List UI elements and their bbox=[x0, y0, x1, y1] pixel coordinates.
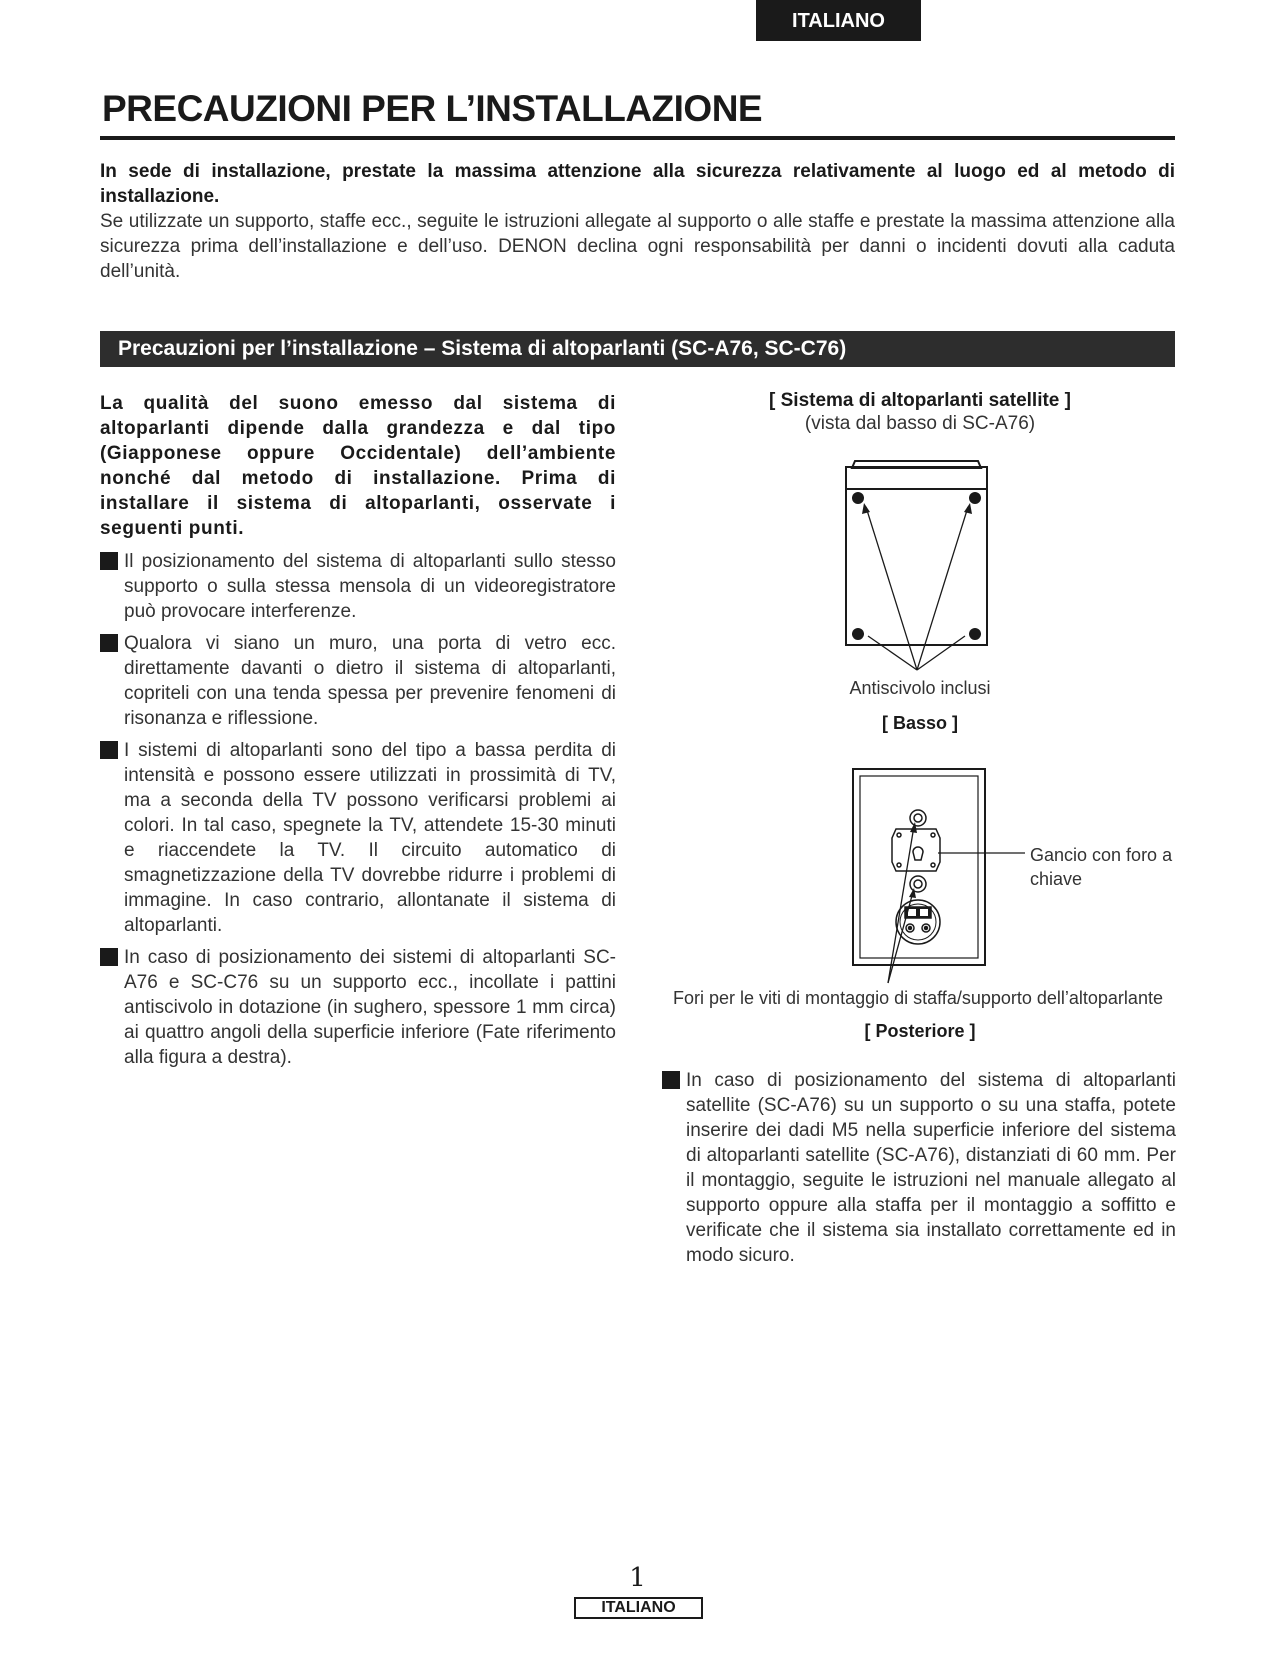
mounting-hole-top bbox=[910, 810, 926, 826]
intro-body: Se utilizzate un supporto, staffe ecc., seguite le istruzioni allegate al supporto o alle staffe e prestate la massima attenzione alla sicurezza prima dell’installazione e dell’uso. DENON declina ogni responsabilità per danni o incidenti dovuti alla caduta dell’unità. bbox=[100, 211, 1175, 282]
bullet-square-icon bbox=[662, 1071, 680, 1089]
figure-subtitle: (vista dal basso di SC-A76) bbox=[804, 413, 1036, 434]
keyhole-bracket bbox=[892, 829, 940, 871]
list-item bbox=[662, 1068, 1176, 1268]
list-item-text: I sistemi di altoparlanti sono del tipo a bassa perdita di intensità e possono essere utilizzati in prossimità di TV, ma a seconda della TV possono verificarsi problemi ai colori. In tal caso, spegnete la TV, attendete 15-30 minuti e riaccendete la TV. Il circuito automatico di smagnetizzazione della TV dovrebbe ridurre i problemi di immagine. In caso contrario, allontanate il sistema di altoparlanti. bbox=[124, 740, 616, 936]
right-column bbox=[662, 1068, 1176, 1275]
page-number: 1 bbox=[629, 1563, 646, 1593]
section-heading: Precauzioni per l’installazione – Sistema di altoparlanti (SC-A76, SC-C76) bbox=[100, 331, 1175, 367]
bottom-view-label: [ Basso ] bbox=[881, 713, 959, 733]
language-tab: ITALIANO bbox=[756, 0, 921, 41]
mounting-hole-bottom bbox=[910, 876, 926, 892]
list-item-text: In caso di posizionamento dei sistemi di altoparlanti SC-A76 e SC-C76 su un supporto ecc., incollate i pattini antiscivolo in dotazione (in sughero, spessore 1 mm circa) ai quattro angoli della superficie inferiore (Fate riferimento alla figura a destra). bbox=[124, 947, 616, 1068]
screw-holes-caption: Fori per le viti di montaggio di staffa/supporto dell’altoparlante bbox=[673, 988, 1163, 1008]
keyhole-caption: Gancio con foro a chiave bbox=[1030, 845, 1173, 889]
section-lead: La qualità del suono emesso dal sistema di altoparlanti dipende dalla grandezza e dal tipo (Giapponese oppure Occidentale) dell’ambiente nonché dal metodo di installazione. Prima di installare il sistema di altoparlanti, osservate i seguenti punti. bbox=[100, 393, 616, 539]
intro-warning: In sede di installazione, prestate la massima attenzione alla sicurezza relativamente al luogo ed al metodo di installazione. bbox=[100, 161, 1175, 207]
anti-slip-caption: Antiscivolo inclusi bbox=[849, 678, 991, 698]
footer-language-tab: ITALIANO bbox=[574, 1597, 703, 1619]
speaker-terminal bbox=[896, 900, 940, 944]
list-item-text: In caso di posizionamento del sistema di altoparlanti satellite (SC-A76) su un supporto o su una staffa, potete inserire dei dadi M5 nella superficie inferiore del sistema di altoparlanti satellite (SC-A76), distanziati di 60 mm. Per il montaggio, seguite le istruzioni nel manuale allegato al supporto oppure alla staffa per il montaggio a soffitto e verificate che il sistema sia installato correttamente ed in modo sicuro. bbox=[686, 1070, 1176, 1266]
figure-title: [ Sistema di altoparlanti satellite ] bbox=[769, 390, 1071, 411]
list-item-text: Qualora vi siano un muro, una porta di vetro ecc. direttamente davanti o dietro il sistema di altoparlanti, copriteli con una tenda spessa per prevenire fenomeni di risonanza e riflessione. bbox=[124, 633, 616, 729]
list-item-text: Il posizionamento del sistema di altoparlanti sullo stesso supporto o sulla stessa mensola di un videoregistratore può provocare interferenze. bbox=[124, 551, 616, 622]
speaker-rear-outline bbox=[853, 769, 985, 965]
page-title: PRECAUZIONI PER L’INSTALLAZIONE bbox=[102, 88, 763, 129]
rear-view-label: [ Posteriore ] bbox=[864, 1021, 976, 1041]
